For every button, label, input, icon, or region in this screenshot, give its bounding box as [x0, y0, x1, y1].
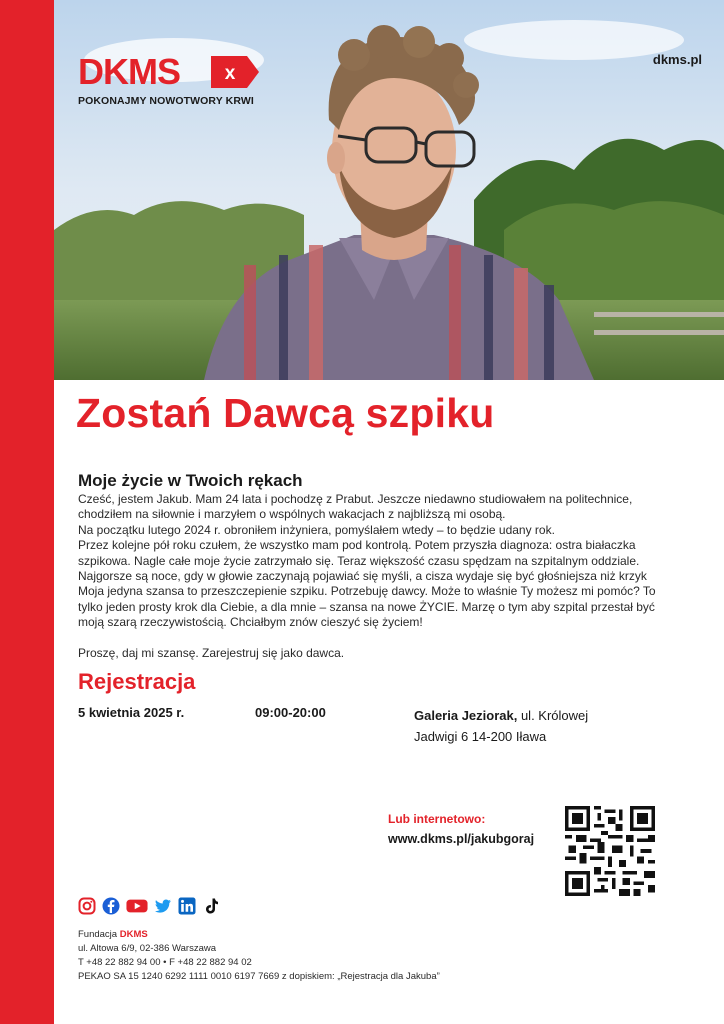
linkedin-icon[interactable]: [178, 897, 196, 915]
logo-badge-icon: [211, 56, 259, 88]
footer-foundation-prefix: Fundacja: [78, 929, 120, 940]
venue-address: ul. Królowej Jadwigi 6 14-200 Iława: [414, 708, 589, 744]
tiktok-icon[interactable]: [202, 897, 220, 915]
footer-bank-account: PEKAO SA 15 1240 6292 1111 0010 6197 7669 z dopiskiem: „Rejestracja dla Jakuba”: [78, 971, 440, 982]
logo-badge-letter: x: [224, 63, 236, 84]
instagram-icon[interactable]: [78, 897, 96, 915]
youtube-icon[interactable]: [126, 897, 148, 915]
story-paragraph: Cześć, jestem Jakub. Mam 24 lata i pochodzę z Prabut. Jeszcze niedawno studiowałem na politechnice, chodziłem na siłownie i marzyłem o wspólnych wakacjach z najbliższą mi osobą.: [78, 492, 633, 522]
event-time: 09:00-20:00: [255, 705, 326, 720]
twitter-icon[interactable]: [154, 897, 172, 915]
footer: [78, 928, 440, 984]
footer-brand: DKMS: [119, 929, 148, 940]
story-paragraph: Przez kolejne pół roku czułem, że wszystko mam pod kontrolą. Potem przyszła diagnoza: ostra białaczka szpikowa. Nagle całe moje życie zatrzymało się. Teraz większość czasu spędzam na szpitalnym oddziale. Najgorsze są noce, gdy w głowie zaczynają pojawiać się myśli, a cisza wydaje się być głośniejsza niż krzyk: [78, 538, 647, 584]
headline: Zostań Dawcą szpiku: [76, 390, 495, 436]
social-icons: [78, 897, 220, 915]
footer-address: ul. Altowa 6/9, 02-386 Warszawa: [78, 943, 216, 954]
registration-title: Rejestracja: [78, 669, 196, 694]
story-closing: Proszę, daj mi szansę. Zarejestruj się jako dawca.: [78, 645, 345, 660]
paragraph-spacer: [78, 631, 658, 646]
story-paragraph: Na początku lutego 2024 r. obroniłem inżyniera, pomyślałem wtedy – to będzie udany rok.: [78, 522, 555, 537]
logo-tagline: POKONAJMY NOWOTWORY KRWI: [78, 95, 254, 107]
story-title: Moje życie w Twoich rękach: [78, 471, 303, 490]
online-label: Lub internetowo:: [388, 812, 486, 826]
qr-code[interactable]: [565, 806, 655, 896]
event-date: 5 kwietnia 2025 r.: [78, 705, 185, 720]
footer-foundation: [78, 928, 440, 942]
red-side-strip: [0, 0, 54, 1024]
story-paragraph: Moja jedyna szansa to przeszczepienie szpiku. Potrzebuję dawcy. Może to właśnie Ty możesz mi pomóc? To tylko jeden prosty krok dla Ciebie, a dla mnie – szansa na nowe ŻYCIE. Marzę o tym aby szpital przestał być moją szarą rzeczywistością. Chciałbym znów cieszyć się życiem!: [78, 584, 656, 630]
dkms-logo[interactable]: [78, 52, 268, 112]
venue-name: Galeria Jeziorak,: [414, 708, 518, 723]
website-link[interactable]: dkms.pl: [652, 52, 702, 67]
event-venue: [414, 705, 634, 747]
facebook-icon[interactable]: [102, 897, 120, 915]
story-body: [78, 492, 658, 661]
footer-phone: T +48 22 882 94 00 • F +48 22 882 94 02: [78, 957, 252, 968]
logo-wordmark: DKMS: [78, 51, 180, 92]
online-registration-link[interactable]: www.dkms.pl/jakubgoraj: [388, 832, 535, 846]
